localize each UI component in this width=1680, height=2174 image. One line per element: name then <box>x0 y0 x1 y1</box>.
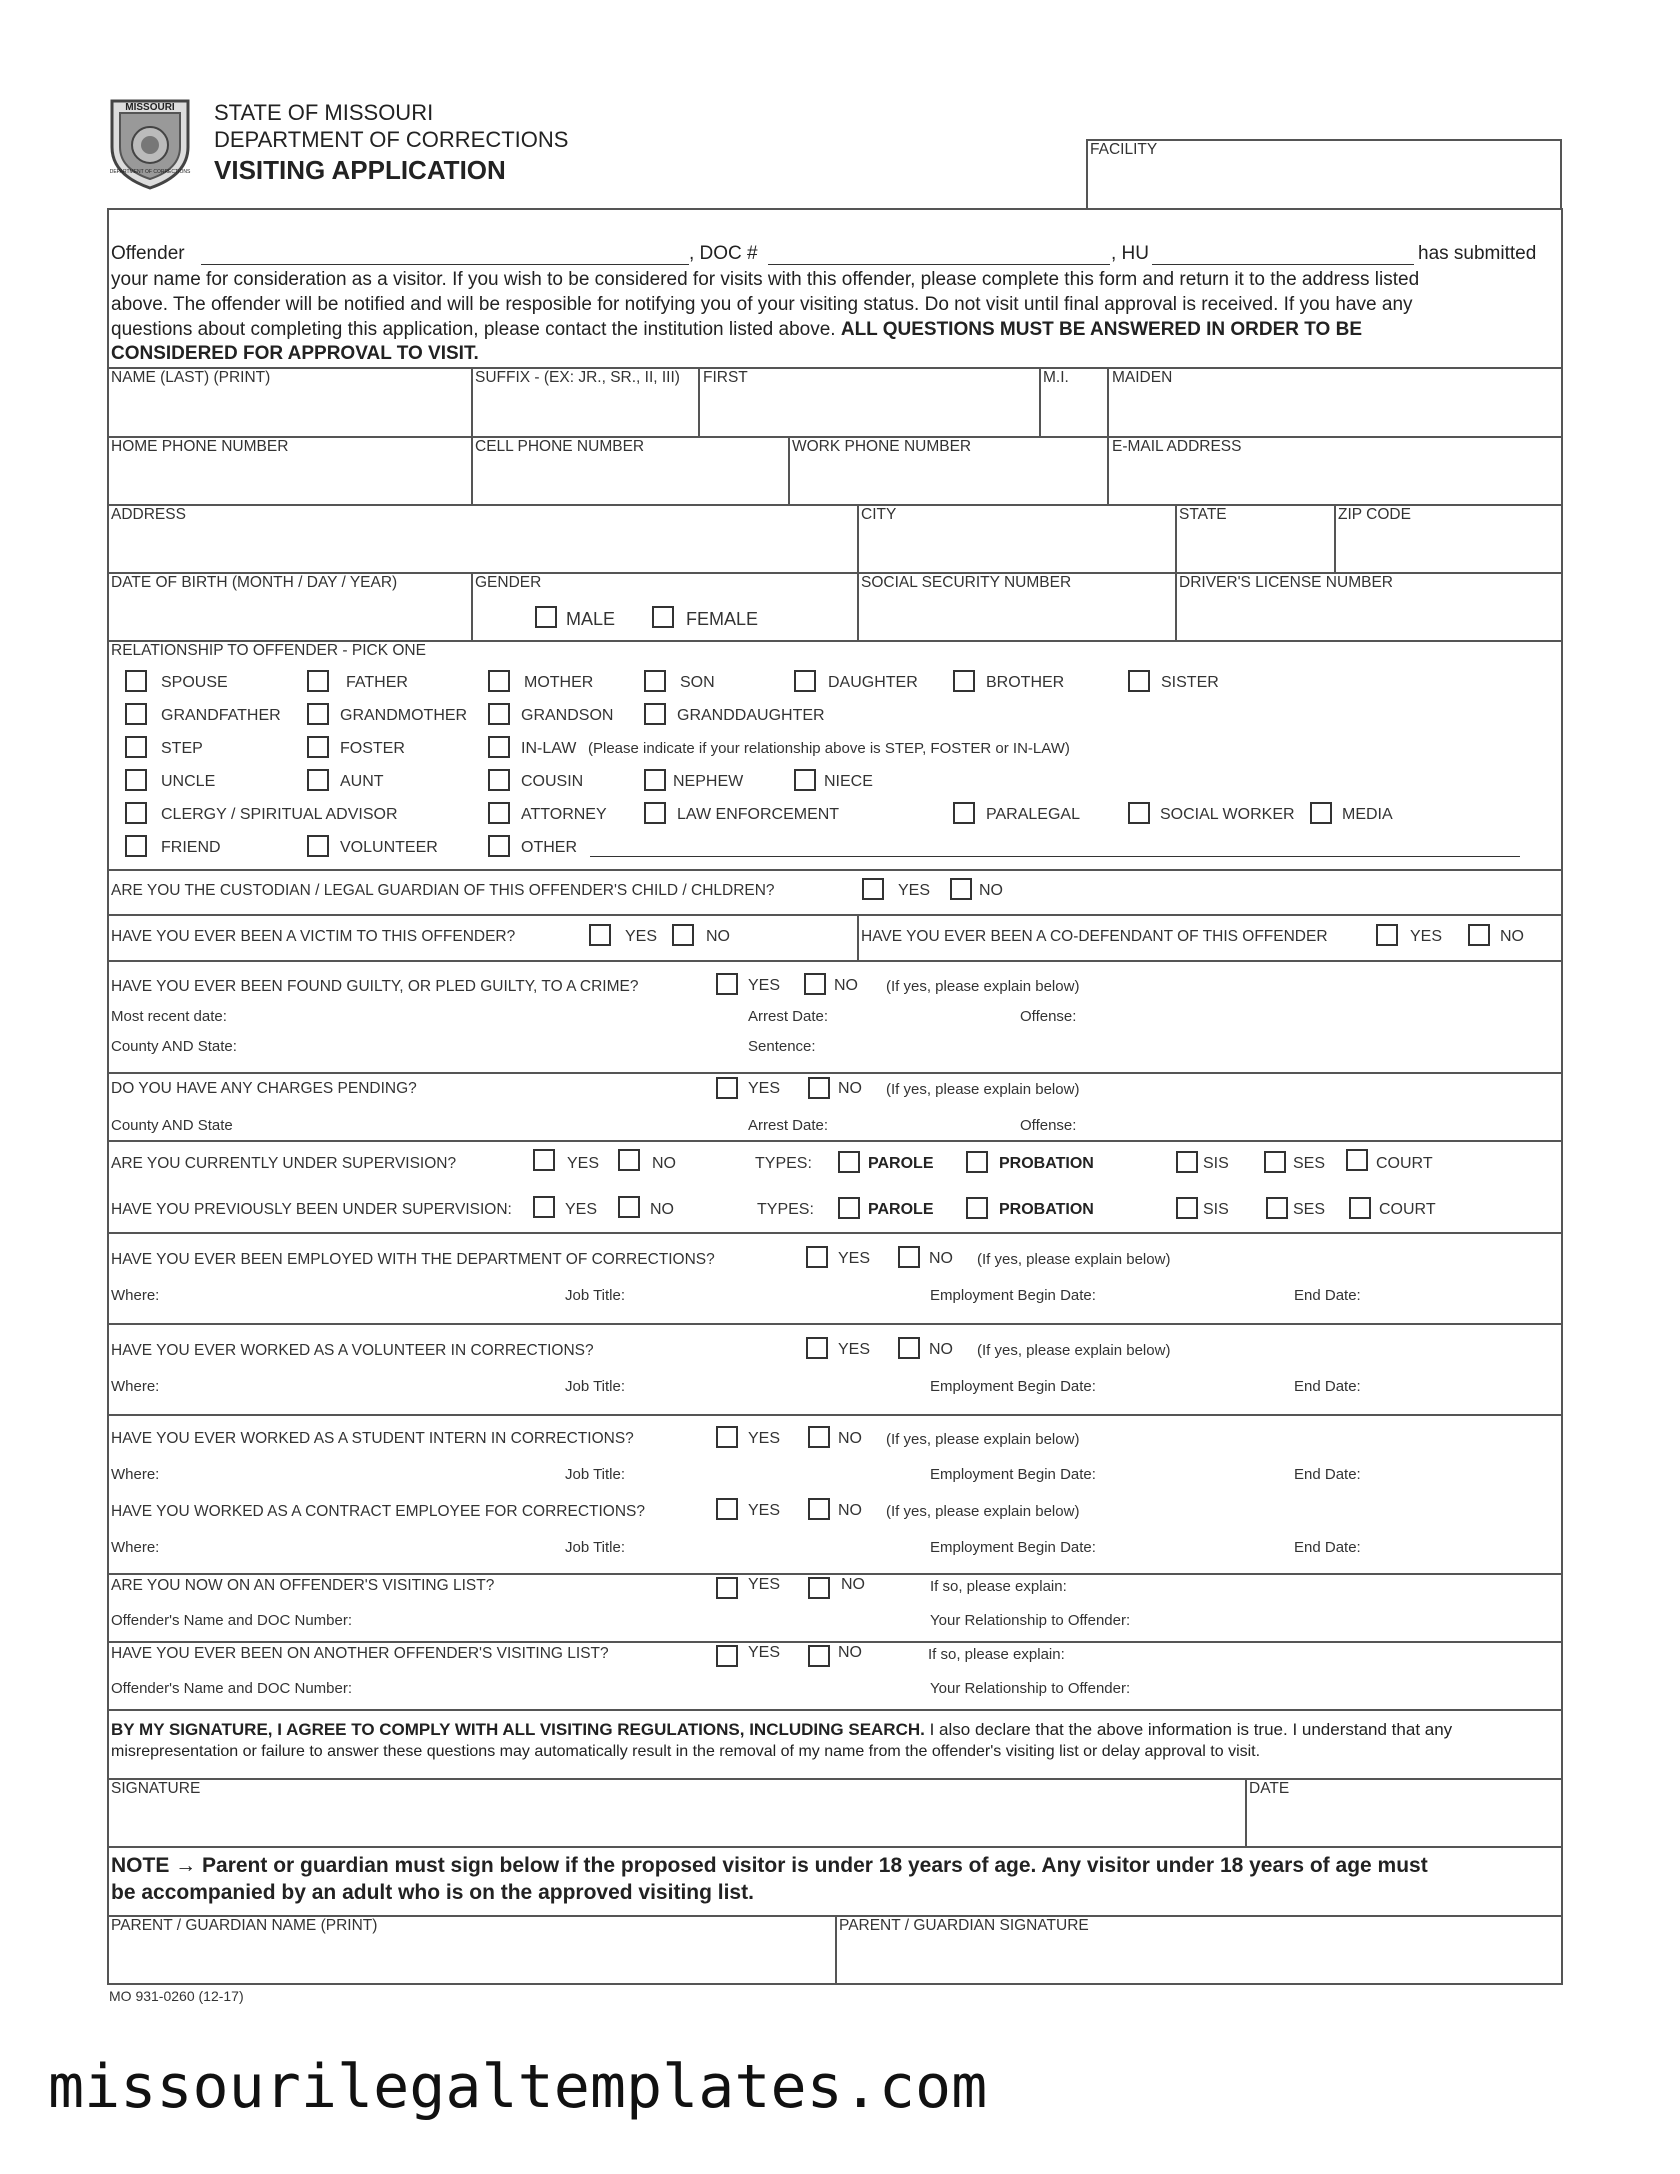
vol-job: Job Title: <box>565 1378 626 1395</box>
intro-line-4 <box>111 317 1561 342</box>
grandfather-checkbox[interactable] <box>125 703 147 725</box>
mi-label: M.I. <box>1043 369 1069 386</box>
employed-begin: Employment Begin Date: <box>930 1287 1096 1304</box>
victim-yes-checkbox[interactable] <box>589 924 611 946</box>
codefendant-no-checkbox[interactable] <box>1468 924 1490 946</box>
svg-text:MISSOURI: MISSOURI <box>125 102 175 113</box>
suffix-label: SUFFIX - (EX: JR., SR., II, III) <box>475 369 680 386</box>
intern-yes-checkbox[interactable] <box>716 1426 738 1448</box>
guilty-yes-label: YES <box>748 977 781 994</box>
county-state-label: County AND State: <box>111 1038 237 1055</box>
inlaw-checkbox[interactable] <box>488 736 510 758</box>
custodian-no-label: NO <box>979 882 1003 899</box>
cur-court-label: COURT <box>1376 1155 1433 1172</box>
male-label: MALE <box>566 609 616 629</box>
cur-probation-checkbox[interactable] <box>966 1151 988 1173</box>
intro-line-4a: questions about completing this application, please contact the institution listed above. <box>111 319 841 340</box>
offender-name-line[interactable] <box>201 264 689 265</box>
codefendant-no-label: NO <box>1500 928 1524 945</box>
contract-where: Where: <box>111 1539 160 1556</box>
city-label: CITY <box>861 506 897 523</box>
cur-probation-label: PROBATION <box>999 1155 1094 1172</box>
foster-checkbox[interactable] <box>307 736 329 758</box>
now-list-no-label: NO <box>841 1576 865 1593</box>
intro-line-4b: ALL QUESTIONS MUST BE ANSWERED IN ORDER TO BE <box>840 319 1362 340</box>
employed-where: Where: <box>111 1287 160 1304</box>
site-watermark: missourilegaltemplates.com <box>48 2052 988 2122</box>
media-checkbox[interactable] <box>1310 802 1332 824</box>
contract-job: Job Title: <box>565 1539 626 1556</box>
intern-where: Where: <box>111 1466 160 1483</box>
daughter-label: DAUGHTER <box>828 674 918 691</box>
intern-end: End Date: <box>1294 1466 1361 1483</box>
agreement-line-1 <box>111 1720 1452 1740</box>
maiden-label: MAIDEN <box>1112 369 1173 386</box>
clergy-checkbox[interactable] <box>125 802 147 824</box>
form-title: VISITING APPLICATION <box>214 155 506 185</box>
form-number: MO 931-0260 (12-17) <box>109 1988 244 2004</box>
now-list-question: ARE YOU NOW ON AN OFFENDER'S VISITING LIST? <box>111 1577 495 1594</box>
other-list-yes-label: YES <box>748 1644 781 1661</box>
intern-question: HAVE YOU EVER WORKED AS A STUDENT INTERN IN CORRECTIONS? <box>111 1430 634 1447</box>
vol-no-label: NO <box>929 1341 953 1358</box>
pending-no-label: NO <box>838 1080 862 1097</box>
guilty-no-checkbox[interactable] <box>804 973 826 995</box>
uncle-checkbox[interactable] <box>125 769 147 791</box>
now-list-yes-checkbox[interactable] <box>716 1577 738 1599</box>
state-label: STATE <box>1179 506 1227 523</box>
recent-date-label: Most recent date: <box>111 1008 227 1025</box>
sentence-label: Sentence: <box>748 1038 816 1055</box>
doc-label: , DOC # <box>689 243 758 264</box>
cur-ses-checkbox[interactable] <box>1264 1151 1286 1173</box>
intern-explain: (If yes, please explain below) <box>886 1431 1080 1448</box>
mother-label: MOTHER <box>524 674 594 691</box>
zip-label: ZIP CODE <box>1338 506 1411 523</box>
hu-label: , HU <box>1111 243 1149 264</box>
sister-checkbox[interactable] <box>1128 670 1150 692</box>
pending-arrest-label: Arrest Date: <box>748 1117 829 1134</box>
mother-checkbox[interactable] <box>488 670 510 692</box>
vol-yes-checkbox[interactable] <box>806 1337 828 1359</box>
other-list-question: HAVE YOU EVER BEEN ON ANOTHER OFFENDER'S VISITING LIST? <box>111 1645 609 1662</box>
brother-label: BROTHER <box>986 674 1065 691</box>
daughter-checkbox[interactable] <box>794 670 816 692</box>
custodian-no-checkbox[interactable] <box>950 878 972 900</box>
female-checkbox[interactable] <box>652 606 674 628</box>
victim-question: HAVE YOU EVER BEEN A VICTIM TO THIS OFFENDER? <box>111 928 516 945</box>
prev-sup-yes-checkbox[interactable] <box>533 1196 555 1218</box>
contract-yes-checkbox[interactable] <box>716 1498 738 1520</box>
grandson-checkbox[interactable] <box>488 703 510 725</box>
custodian-question: ARE YOU THE CUSTODIAN / LEGAL GUARDIAN OF THIS OFFENDER'S CHILD / CHLDREN? <box>111 882 775 899</box>
prev-court-checkbox[interactable] <box>1349 1197 1371 1219</box>
agreement-rest: I also declare that the above information is true. I understand that any <box>924 1720 1453 1739</box>
paralegal-checkbox[interactable] <box>953 802 975 824</box>
now-list-no-checkbox[interactable] <box>808 1577 830 1599</box>
svg-text:DEPARTMENT OF CORRECTIONS: DEPARTMENT OF CORRECTIONS <box>109 169 191 175</box>
prev-probation-checkbox[interactable] <box>966 1197 988 1219</box>
email-label: E-MAIL ADDRESS <box>1112 438 1242 455</box>
prev-sis-label: SIS <box>1203 1201 1229 1218</box>
social-worker-label: SOCIAL WORKER <box>1160 806 1295 823</box>
gender-label: GENDER <box>475 574 542 591</box>
note-line-2: be accompanied by an adult who is on the approved visiting list. <box>111 1881 754 1904</box>
prev-sis-checkbox[interactable] <box>1176 1197 1198 1219</box>
employed-end: End Date: <box>1294 1287 1361 1304</box>
law-enforcement-label: LAW ENFORCEMENT <box>677 806 840 823</box>
signature-label: SIGNATURE <box>111 1780 201 1797</box>
employed-yes-checkbox[interactable] <box>806 1246 828 1268</box>
volunteer-checkbox[interactable] <box>307 835 329 857</box>
prev-sup-no-label: NO <box>650 1201 674 1218</box>
intro-line-3: above. The offender will be notified and will be resposible for notifying you of your visiting status. Do not visit until final approval is received. If you have any <box>111 294 1413 315</box>
codefendant-yes-checkbox[interactable] <box>1376 924 1398 946</box>
prev-ses-checkbox[interactable] <box>1266 1197 1288 1219</box>
other-list-yes-checkbox[interactable] <box>716 1645 738 1667</box>
agreement-line-2: misrepresentation or failure to answer these questions may automatically result in the removal of my name from the offender's visiting list or delay approval to visit. <box>111 1743 1261 1760</box>
niece-label: NIECE <box>824 773 873 790</box>
granddaughter-checkbox[interactable] <box>644 703 666 725</box>
cur-parole-label: PAROLE <box>868 1155 934 1172</box>
name-last-label: NAME (LAST) (PRINT) <box>111 369 271 386</box>
contract-end: End Date: <box>1294 1539 1361 1556</box>
cousin-label: COUSIN <box>521 773 584 790</box>
intro-line-5: CONSIDERED FOR APPROVAL TO VISIT. <box>111 343 479 364</box>
intern-no-checkbox[interactable] <box>808 1426 830 1448</box>
female-label: FEMALE <box>686 609 759 629</box>
other-label: OTHER <box>521 839 577 856</box>
volunteer-label: VOLUNTEER <box>340 839 438 856</box>
employed-no-label: NO <box>929 1250 953 1267</box>
cur-sis-checkbox[interactable] <box>1176 1151 1198 1173</box>
pending-yes-checkbox[interactable] <box>716 1077 738 1099</box>
address-label: ADDRESS <box>111 506 186 523</box>
vol-begin: Employment Begin Date: <box>930 1378 1096 1395</box>
agreement-bold: BY MY SIGNATURE, I AGREE TO COMPLY WITH ALL VISITING REGULATIONS, INCLUDING SEARCH. <box>111 1720 925 1739</box>
prev-probation-label: PROBATION <box>999 1201 1094 1218</box>
vol-explain: (If yes, please explain below) <box>977 1342 1171 1359</box>
now-list-yes-label: YES <box>748 1576 781 1593</box>
now-list-offender: Offender's Name and DOC Number: <box>111 1612 353 1629</box>
guilty-question: HAVE YOU EVER BEEN FOUND GUILTY, OR PLED GUILTY, TO A CRIME? <box>111 978 639 995</box>
first-name-label: FIRST <box>703 369 748 386</box>
guilty-yes-checkbox[interactable] <box>716 973 738 995</box>
law-enforcement-checkbox[interactable] <box>644 802 666 824</box>
cur-sup-types-label: TYPES: <box>755 1155 812 1172</box>
pending-county-label: County AND State <box>111 1117 233 1134</box>
current-supervision-question: ARE YOU CURRENTLY UNDER SUPERVISION? <box>111 1155 457 1172</box>
employed-explain: (If yes, please explain below) <box>977 1251 1171 1268</box>
male-checkbox[interactable] <box>535 606 557 628</box>
ssn-label: SOCIAL SECURITY NUMBER <box>861 574 1072 591</box>
employed-no-checkbox[interactable] <box>898 1246 920 1268</box>
step-checkbox[interactable] <box>125 736 147 758</box>
cur-sis-label: SIS <box>1203 1155 1229 1172</box>
doc-number-line[interactable] <box>768 264 1110 265</box>
prev-sup-no-checkbox[interactable] <box>618 1196 640 1218</box>
contract-no-checkbox[interactable] <box>808 1498 830 1520</box>
pending-explain: (If yes, please explain below) <box>886 1081 1080 1098</box>
contract-explain: (If yes, please explain below) <box>886 1503 1080 1520</box>
prev-sup-types-label: TYPES: <box>757 1201 814 1218</box>
intern-no-label: NO <box>838 1430 862 1447</box>
hu-line[interactable] <box>1152 264 1414 265</box>
dl-label: DRIVER'S LICENSE NUMBER <box>1179 574 1393 591</box>
custodian-yes-label: YES <box>898 882 931 899</box>
cur-ses-label: SES <box>1293 1155 1326 1172</box>
social-worker-checkbox[interactable] <box>1128 802 1150 824</box>
cur-sup-no-checkbox[interactable] <box>618 1149 640 1171</box>
vol-end: End Date: <box>1294 1378 1361 1395</box>
facility-box[interactable] <box>1086 139 1562 209</box>
prev-parole-checkbox[interactable] <box>838 1197 860 1219</box>
date-label: DATE <box>1249 1780 1290 1797</box>
brother-checkbox[interactable] <box>953 670 975 692</box>
other-list-no-label: NO <box>838 1644 862 1661</box>
spouse-checkbox[interactable] <box>125 670 147 692</box>
now-list-relationship: Your Relationship to Offender: <box>930 1612 1131 1629</box>
now-list-explain: If so, please explain: <box>930 1578 1067 1595</box>
other-list-relationship: Your Relationship to Offender: <box>930 1680 1131 1697</box>
guilty-arrest-label: Arrest Date: <box>748 1008 829 1025</box>
media-label: MEDIA <box>1342 806 1393 823</box>
pending-yes-label: YES <box>748 1080 781 1097</box>
vol-yes-label: YES <box>838 1341 871 1358</box>
cell-phone-label: CELL PHONE NUMBER <box>475 438 645 455</box>
attorney-label: ATTORNEY <box>521 806 607 823</box>
other-checkbox[interactable] <box>488 835 510 857</box>
previous-supervision-question: HAVE YOU PREVIOUSLY BEEN UNDER SUPERVISION: <box>111 1201 512 1218</box>
friend-label: FRIEND <box>161 839 221 856</box>
codefendant-yes-label: YES <box>1410 928 1443 945</box>
intro-line-2: your name for consideration as a visitor. If you wish to be considered for visits with this offender, please complete this form and return it to the address listed <box>111 269 1420 290</box>
foster-label: FOSTER <box>340 740 405 757</box>
victim-no-checkbox[interactable] <box>672 924 694 946</box>
parent-signature-label: PARENT / GUARDIAN SIGNATURE <box>839 1917 1089 1934</box>
prev-sup-yes-label: YES <box>565 1201 598 1218</box>
spouse-label: SPOUSE <box>161 674 228 691</box>
inlaw-note: (Please indicate if your relationship above is STEP, FOSTER or IN-LAW) <box>588 740 1070 757</box>
cur-sup-yes-checkbox[interactable] <box>533 1149 555 1171</box>
employed-question: HAVE YOU EVER BEEN EMPLOYED WITH THE DEPARTMENT OF CORRECTIONS? <box>111 1251 715 1268</box>
son-checkbox[interactable] <box>644 670 666 692</box>
inlaw-label: IN-LAW <box>521 740 577 757</box>
facility-label: FACILITY <box>1090 141 1158 158</box>
step-label: STEP <box>161 740 203 757</box>
aunt-checkbox[interactable] <box>307 769 329 791</box>
grandmother-checkbox[interactable] <box>307 703 329 725</box>
employed-job: Job Title: <box>565 1287 626 1304</box>
father-checkbox[interactable] <box>307 670 329 692</box>
home-phone-label: HOME PHONE NUMBER <box>111 438 289 455</box>
sister-label: SISTER <box>1161 674 1219 691</box>
custodian-yes-checkbox[interactable] <box>862 878 884 900</box>
department-seal <box>104 95 196 191</box>
grandson-label: GRANDSON <box>521 707 614 724</box>
paralegal-label: PARALEGAL <box>986 806 1080 823</box>
pending-offense-label: Offense: <box>1020 1117 1077 1134</box>
nephew-checkbox[interactable] <box>644 769 666 791</box>
pending-question: DO YOU HAVE ANY CHARGES PENDING? <box>111 1080 417 1097</box>
victim-yes-label: YES <box>625 928 658 945</box>
guilty-no-label: NO <box>834 977 858 994</box>
grandmother-label: GRANDMOTHER <box>340 707 468 724</box>
contract-begin: Employment Begin Date: <box>930 1539 1096 1556</box>
pending-no-checkbox[interactable] <box>808 1077 830 1099</box>
relationship-label: RELATIONSHIP TO OFFENDER - PICK ONE <box>111 642 426 659</box>
contract-no-label: NO <box>838 1502 862 1519</box>
uncle-label: UNCLE <box>161 773 216 790</box>
niece-checkbox[interactable] <box>794 769 816 791</box>
dob-label: DATE OF BIRTH (MONTH / DAY / YEAR) <box>111 574 398 591</box>
grandfather-label: GRANDFATHER <box>161 707 281 724</box>
father-label: FATHER <box>346 674 408 691</box>
intern-job: Job Title: <box>565 1466 626 1483</box>
attorney-checkbox[interactable] <box>488 802 510 824</box>
contract-question: HAVE YOU WORKED AS A CONTRACT EMPLOYEE FOR CORRECTIONS? <box>111 1503 645 1520</box>
cur-parole-checkbox[interactable] <box>838 1151 860 1173</box>
guilty-offense-label: Offense: <box>1020 1008 1077 1025</box>
vol-where: Where: <box>111 1378 160 1395</box>
cur-sup-yes-label: YES <box>567 1155 600 1172</box>
offender-label: Offender <box>111 243 185 264</box>
contract-yes-label: YES <box>748 1502 781 1519</box>
aunt-label: AUNT <box>340 773 384 790</box>
prev-parole-label: PAROLE <box>868 1201 934 1218</box>
other-list-explain: If so, please explain: <box>928 1646 1065 1663</box>
prev-ses-label: SES <box>1293 1201 1326 1218</box>
vol-no-checkbox[interactable] <box>898 1337 920 1359</box>
cousin-checkbox[interactable] <box>488 769 510 791</box>
friend-checkbox[interactable] <box>125 835 147 857</box>
granddaughter-label: GRANDDAUGHTER <box>677 707 825 724</box>
prev-court-label: COURT <box>1379 1201 1436 1218</box>
other-list-offender: Offender's Name and DOC Number: <box>111 1680 353 1697</box>
work-phone-label: WORK PHONE NUMBER <box>792 438 972 455</box>
has-submitted: has submitted <box>1418 243 1537 264</box>
guilty-explain: (If yes, please explain below) <box>886 978 1080 995</box>
nephew-label: NEPHEW <box>673 773 744 790</box>
intern-yes-label: YES <box>748 1430 781 1447</box>
other-list-no-checkbox[interactable] <box>808 1645 830 1667</box>
volunteer-question: HAVE YOU EVER WORKED AS A VOLUNTEER IN CORRECTIONS? <box>111 1342 594 1359</box>
codefendant-question: HAVE YOU EVER BEEN A CO-DEFENDANT OF THIS OFFENDER <box>861 928 1328 945</box>
other-line[interactable] <box>590 856 1520 857</box>
cur-sup-no-label: NO <box>652 1155 676 1172</box>
clergy-label: CLERGY / SPIRITUAL ADVISOR <box>161 806 398 823</box>
employed-yes-label: YES <box>838 1250 871 1267</box>
intern-begin: Employment Begin Date: <box>930 1466 1096 1483</box>
department-name: DEPARTMENT OF CORRECTIONS <box>214 127 569 152</box>
cur-court-checkbox[interactable] <box>1346 1149 1368 1171</box>
note-line-1: NOTE → Parent or guardian must sign below if the proposed visitor is under 18 years of age. Any visitor under 18 years of age must <box>111 1854 1428 1877</box>
victim-no-label: NO <box>706 928 730 945</box>
state-name: STATE OF MISSOURI <box>214 100 434 125</box>
parent-name-label: PARENT / GUARDIAN NAME (PRINT) <box>111 1917 378 1934</box>
son-label: SON <box>680 674 715 691</box>
